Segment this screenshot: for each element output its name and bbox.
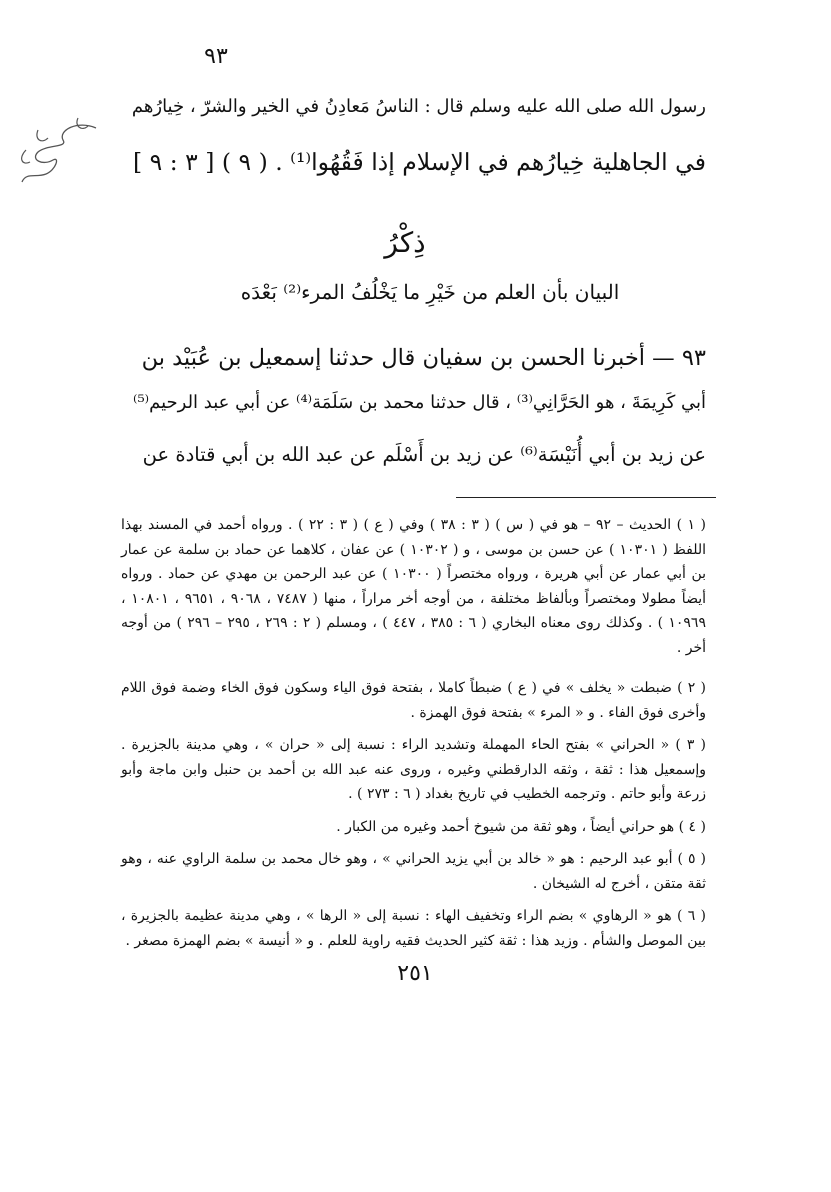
hadith-92-line-2: في الجاهلية خِيارُهم في الإسلام إذا فَقُهُوا⁽¹⁾ . ( ٩ ) [ ٣ : ٩ ] (133, 148, 706, 176)
hadith-92-line-1: رسول الله صلى الله عليه وسلم قال : الناسُ مَعادِنُ في الخير والشرّ ، خِيارُهم (131, 96, 706, 117)
footnote-4: ( ٤ ) هو حراني أيضاً ، وهو ثقة من شيوخ أحمد وغيره من الكبار . (336, 819, 706, 835)
footnote-separator (456, 497, 716, 498)
chapter-title: البيان بأن العلم من خَيْرِ ما يَخْلُفُ المرء⁽²⁾ بَعْدَه (240, 280, 620, 304)
chapter-heading: ذِكْرُ (384, 226, 426, 259)
page-header-number: ٩٣ (204, 44, 228, 69)
footnote-3: ( ٣ ) « الحراني » بفتح الحاء المهملة وتشديد الراء : نسبة إلى « حران » ، وهي مدينة بالجزيرة . وإسمعيل هذا : ثقة ، وثقه الدارقطني وغيره ، وروى عنه عبد الله بن أحمد بن حنبل وابن ماجة وأبو زرعة وأبو حاتم . وترجمه الخطيب في تاريخ بغداد ( ٦ : ٢٧٣ ) . (121, 737, 706, 803)
footnote-2: ( ٢ ) ضبطت « يخلف » في ( ع ) ضبطاً كاملا ، بفتحة فوق الياء وسكون فوق الخاء وضمة فوق اللام وأخرى فوق الفاء . و « المرء » بفتحة فوق الهمزة . (121, 680, 706, 721)
hadith-93-line-1: ٩٣ — أخبرنا الحسن بن سفيان قال حدثنا إسمعيل بن عُبَيْد بن (141, 345, 706, 371)
footnote-5: ( ٥ ) أبو عبد الرحيم : هو « خالد بن أبي يزيد الحراني » ، وهو خال محمد بن سلمة الراوي عنه ، وهو ثقة متقن ، أخرج له الشيخان . (121, 851, 706, 892)
footnote-1: ( ١ ) الحديث – ٩٢ – هو في ( س ) ( ٣ : ٣٨ ) وفي ( ع ) ( ٣ : ٢٢ ) . ورواه أحمد في المسند بهذا اللفظ ( ١٠٣٠١ ) عن حسن بن موسى ، و ( ١٠٣٠٢ ) عن عفان ، كلاهما عن حماد بن سلمة عن عمار بن أبي عمار عن أبي هريرة ، ورواه مختصراً ( ١٠٣٠٠ ) عن عبد الرحمن بن مهدي عن حماد . ورواه أيضاً مطولا ومختصراً وبألفاظ مختلفة ، من أوجه أخر مراراً ، منها ( ٧٤٨٧ ، ٩٠٦٨ ، ٩٦٥١ ، ١٠٨٠١ ، ١٠٩٦٩ ) . وكذلك روى معناه البخاري ( ٦ : ٣٨٥ ، ٤٤٧ ) ، ومسلم ( ٢ : ٢٦٩ ، ٢٩٥ – ٢٩٦ ) من أوجه أخر . (121, 517, 706, 656)
hadith-93-line-2: أبي كَرِيمَةَ ، هو الحَرَّانِي⁽³⁾ ، قال حدثنا محمد بن سَلَمَة⁽⁴⁾ عن أبي عبد الرحيم⁽⁵⁾ (133, 392, 706, 413)
hadith-93-line-3: عن زيد بن أبي أُنَيْسَة⁽⁶⁾ عن زيد بن أَسْلَم عن عبد الله بن أبي قتادة عن (142, 443, 706, 466)
handwritten-margin-note (8, 110, 103, 190)
footnote-6: ( ٦ ) هو « الرهاوي » بضم الراء وتخفيف الهاء : نسبة إلى « الرها » ، وهي مدينة عظيمة بالجزيرة ، بين الموصل والشأم . وزيد هذا : ثقة كثير الحديث فقيه راوية للعلم . و « أنيسة » بضم الهمزة مصغر . (121, 908, 707, 949)
page-footer-number: ٢٥١ (397, 961, 433, 986)
